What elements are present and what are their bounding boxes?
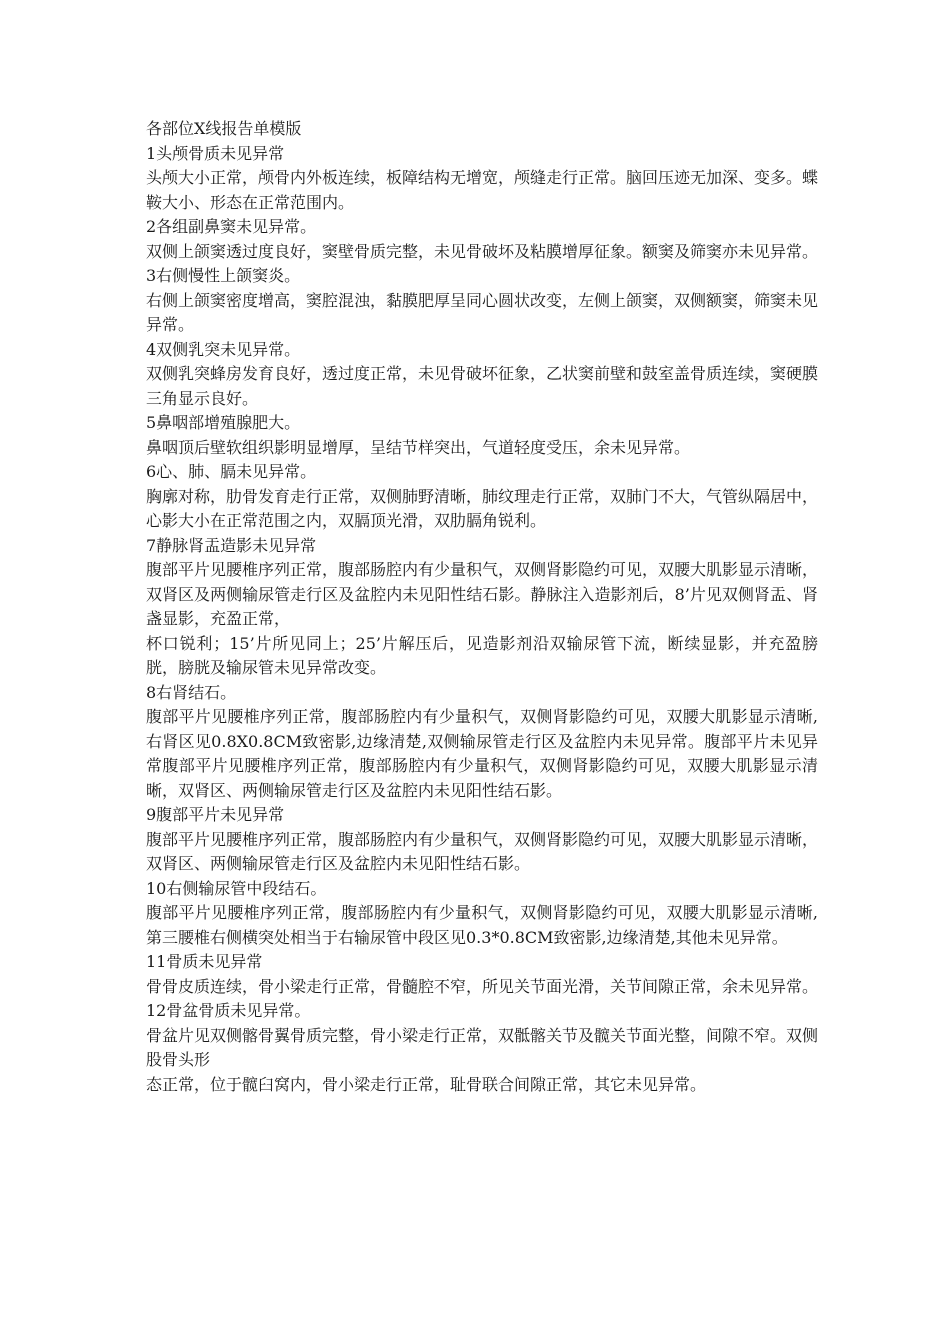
section-heading: 1头颅骨质未见异常 xyxy=(146,143,285,163)
section-paragraph: 腹部平片见腰椎序列正常，腹部肠腔内有少量积气，双侧肾影隐约可见，双腰大肌影显示清晰，双肾区、两侧输尿管走行区及盆腔内未见阳性结石影。 xyxy=(146,829,819,873)
section-paragraph: 右侧上颌窦密度增高，窦腔混浊，黏膜肥厚呈同心圆状改变，左侧上颌窦，双侧额窦，筛窦未见异常。 xyxy=(146,290,819,334)
section-paragraph: 腹部平片见腰椎序列正常，腹部肠腔内有少量积气，双侧肾影隐约可见，双腰大肌影显示清晰,右肾区见0.8X0.8CM致密影,边缘清楚,双侧输尿管走行区及盆腔内未见异常。腹部平片未见异常腹部平片见腰椎序列正常，腹部肠腔内有少量积气，双侧肾影隐约可见，双腰大肌影显示清晰，双肾区、两侧输尿管走行区及盆腔内未见阳性结石影。 xyxy=(146,707,818,800)
document-title: 各部位X线报告单模版 xyxy=(146,119,302,138)
section-paragraph: 腹部平片见腰椎序列正常，腹部肠腔内有少量积气，双侧肾影隐约可见，双腰大肌影显示清晰,第三腰椎右侧横突处相当于右输尿管中段区见0.3*0.8CM致密影,边缘清楚,其他未见异常。 xyxy=(146,903,818,947)
section-paragraph: 头颅大小正常，颅骨内外板连续，板障结构无增宽，颅缝走行正常。脑回压迹无加深、变多。蝶鞍大小、形态在正常范围内。 xyxy=(146,168,819,212)
section-heading: 12骨盆骨质未见异常。 xyxy=(146,1001,311,1020)
section-heading: 10右侧输尿管中段结石。 xyxy=(146,878,327,898)
section-heading: 5鼻咽部增殖腺肥大。 xyxy=(146,413,301,432)
document-content xyxy=(146,117,818,1097)
section-heading: 4双侧乳突未见异常。 xyxy=(146,339,301,359)
section-paragraph: 骨盆片见双侧髂骨翼骨质完整，骨小梁走行正常，双骶髂关节及髋关节面光整，间隙不窄。双侧股骨头形 xyxy=(146,1025,819,1069)
section-heading: 2各组副鼻窦未见异常。 xyxy=(146,217,317,236)
section-paragraph: 杯口锐利；15’片所见同上；25’片解压后，见造影剂沿双输尿管下流，断续显影，并充盈膀胱，膀胱及输尿管未见异常改变。 xyxy=(146,633,818,677)
section-heading: 6心、肺、膈未见异常。 xyxy=(146,462,317,481)
section-heading: 3右侧慢性上颌窦炎。 xyxy=(146,266,301,285)
section-paragraph: 腹部平片见腰椎序列正常，腹部肠腔内有少量积气，双侧肾影隐约可见，双腰大肌影显示清晰，双肾区及两侧输尿管走行区及盆腔内未见阳性结石影。静脉注入造影剂后，8’片见双侧肾盂、肾盏显影，充盈正常， xyxy=(146,560,819,628)
section-heading: 7静脉肾盂造影未见异常 xyxy=(146,535,317,555)
section-heading: 8右肾结石。 xyxy=(146,682,237,702)
section-heading: 11骨质未见异常 xyxy=(146,952,263,971)
section-paragraph: 双侧上颌窦透过度良好，窦壁骨质完整，未见骨破坏及粘膜增厚征象。额窦及筛窦亦未见异常。 xyxy=(146,241,819,261)
section-heading: 9腹部平片未见异常 xyxy=(146,805,285,824)
section-paragraph: 双侧乳突蜂房发育良好，透过度正常，未见骨破坏征象，乙状窦前壁和鼓室盖骨质连续，窦硬膜三角显示良好。 xyxy=(146,364,819,408)
section-paragraph: 胸廓对称，肋骨发育走行正常，双侧肺野清晰，肺纹理走行正常，双肺门不大，气管纵隔居中，心影大小在正常范围之内，双膈顶光滑，双肋膈角锐利。 xyxy=(146,486,819,530)
section-paragraph: 骨骨皮质连续，骨小梁走行正常，骨髓腔不窄，所见关节面光滑，关节间隙正常，余未见异常。 xyxy=(146,976,819,996)
section-paragraph: 态正常，位于髋臼窝内，骨小梁走行正常，耻骨联合间隙正常，其它未见异常。 xyxy=(146,1074,707,1094)
section-paragraph: 鼻咽顶后壁软组织影明显增厚，呈结节样突出，气道轻度受压，余未见异常。 xyxy=(146,437,691,457)
